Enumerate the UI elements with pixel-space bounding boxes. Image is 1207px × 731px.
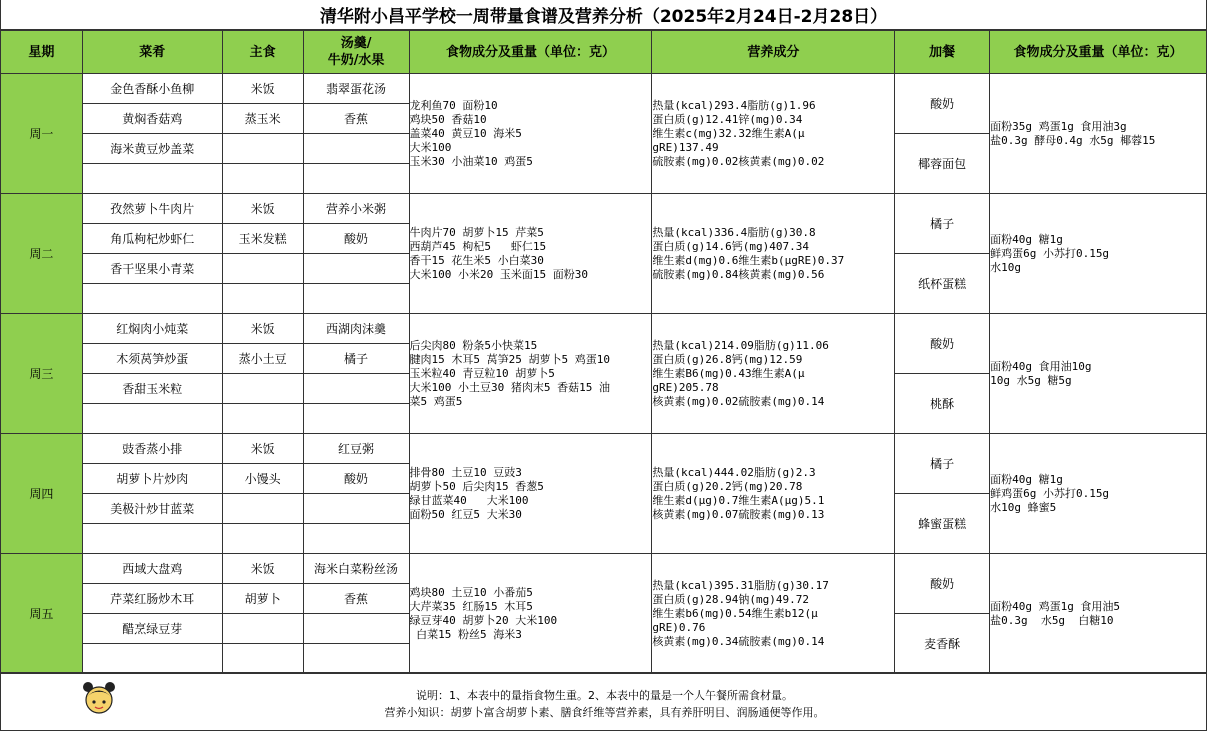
dish-cell: 香干坚果小青菜 (82, 254, 222, 284)
header-day: 星期 (1, 31, 83, 74)
nutrition-cell (652, 314, 895, 434)
header-row (1, 31, 1207, 74)
dish-cell (82, 164, 222, 194)
table-row (1, 74, 1207, 104)
dish-cell: 角瓜枸杞炒虾仁 (82, 224, 222, 254)
snack-cell: 橘子 (895, 434, 990, 494)
staple-cell (222, 164, 303, 194)
staple-cell: 米饭 (222, 554, 303, 584)
header-nutrition: 营养成分 (652, 31, 895, 74)
nutrition-text: 热量(kcal)336.4脂肪(g)30.8 蛋白质(g)14.6钙(mg)407.34 维生素d(mg)0.6维生素b(μgRE)0.37 硫胺素(mg)0.84核黄素(mg)0.56 (652, 225, 845, 281)
snack-ingredients-text: 面粉40g 糖1g 鲜鸡蛋6g 小苏打0.15g 水10g (990, 232, 1110, 274)
soup-cell (303, 374, 409, 404)
staple-cell (222, 284, 303, 314)
dish-cell: 香甜玉米粒 (82, 374, 222, 404)
girl-face-icon (82, 679, 116, 715)
soup-cell (303, 404, 409, 434)
snack-cell: 酸奶 (895, 74, 990, 134)
footer-note-1: 说明：1、本表中的量指食物生重。2、本表中的量是一个人午餐所需食材量。 (416, 689, 793, 702)
header-staple: 主食 (222, 31, 303, 74)
nutrition-cell (652, 74, 895, 194)
dish-cell: 黄焖香菇鸡 (82, 104, 222, 134)
soup-cell: 香蕉 (303, 104, 409, 134)
ingredients-text: 排骨80 土豆10 豆豉3 胡萝卜50 后尖肉15 香葱5 绿甘蓝菜40 大米100 面粉50 红豆5 大米30 (409, 465, 544, 521)
snack-cell: 桃酥 (895, 374, 990, 434)
dish-cell: 木须莴笋炒蛋 (82, 344, 222, 374)
day-label: 周四 (1, 434, 83, 554)
nutrition-cell (652, 434, 895, 554)
staple-cell: 米饭 (222, 314, 303, 344)
header-soup-line2: 牛奶/水果 (327, 53, 385, 68)
nutrition-text: 热量(kcal)395.31脂肪(g)30.17 蛋白质(g)28.94钠(mg)49.72 维生素b6(mg)0.54维生素b12(μ gRE)0.76 核黄素(mg)0.34硫胺素(mg)0.14 (652, 578, 829, 648)
soup-cell: 红豆粥 (303, 434, 409, 464)
snack-ingredients-text: 面粉40g 食用油10g 10g 水5g 糖5g (990, 359, 1092, 387)
dish-cell (82, 284, 222, 314)
footer-notes (0, 672, 1207, 731)
dish-cell: 红焖肉小炖菜 (82, 314, 222, 344)
header-soup-line1: 汤羹/ (340, 36, 372, 51)
nutrition-cell (652, 194, 895, 314)
dish-cell: 芹菜红肠炒木耳 (82, 584, 222, 614)
staple-cell (222, 524, 303, 554)
menu-body (1, 74, 1207, 674)
soup-cell (303, 134, 409, 164)
nutrition-text: 热量(kcal)214.09脂肪(g)11.06 蛋白质(g)26.8钙(mg)12.59 维生素B6(mg)0.43维生素A(μ gRE)205.78 核黄素(mg)0.02硫胺素(mg)0.14 (652, 338, 829, 408)
day-label: 周一 (1, 74, 83, 194)
ingredients-cell (409, 194, 652, 314)
footer-note-2: 营养小知识：胡萝卜富含胡萝卜素、膳食纤维等营养素，具有养肝明目、润肠通便等作用。 (384, 706, 825, 719)
nutrition-text: 热量(kcal)444.02脂肪(g)2.3 蛋白质(g)20.2钙(mg)20.78 维生素d(μg)0.7维生素A(μg)5.1 核黄素(mg)0.07硫胺素(mg)0.13 (652, 465, 825, 521)
snack-ingredients-cell (990, 314, 1207, 434)
ingredients-text: 龙利鱼70 面粉10 鸡块50 香菇10 盖菜40 黄豆10 海米5 大米100 玉米30 小油菜10 鸡蛋5 (409, 98, 533, 168)
soup-cell (303, 164, 409, 194)
soup-cell (303, 524, 409, 554)
snack-cell: 橘子 (895, 194, 990, 254)
staple-cell: 蒸玉米 (222, 104, 303, 134)
dish-cell: 海米黄豆炒盖菜 (82, 134, 222, 164)
header-snack: 加餐 (895, 31, 990, 74)
day-label: 周二 (1, 194, 83, 314)
staple-cell (222, 644, 303, 674)
soup-cell: 西湖肉沫羹 (303, 314, 409, 344)
staple-cell (222, 374, 303, 404)
header-snack-ingredients: 食物成分及重量（单位：克） (990, 31, 1207, 74)
day-label: 周三 (1, 314, 83, 434)
dish-cell (82, 644, 222, 674)
dish-cell: 豉香蒸小排 (82, 434, 222, 464)
ingredients-text: 后尖肉80 粉条5小快菜15 腱肉15 木耳5 莴笋25 胡萝卜5 鸡蛋10 玉米粒40 青豆粒10 胡萝卜5 大米100 小土豆30 猪肉末5 香菇15 油 菜5 鸡蛋5 (409, 338, 611, 408)
table-row (1, 314, 1207, 344)
staple-cell: 玉米发糕 (222, 224, 303, 254)
nutrition-text: 热量(kcal)293.4脂肪(g)1.96 蛋白质(g)12.41锌(mg)0.34 维生素c(mg)32.32维生素A(μ gRE)137.49 硫胺素(mg)0.02核黄素(mg)0.02 (652, 98, 825, 168)
staple-cell (222, 134, 303, 164)
dish-cell (82, 524, 222, 554)
table-row (1, 434, 1207, 464)
ingredients-cell (409, 434, 652, 554)
soup-cell: 翡翠蛋花汤 (303, 74, 409, 104)
table-row (1, 194, 1207, 224)
soup-cell: 酸奶 (303, 464, 409, 494)
staple-cell: 米饭 (222, 194, 303, 224)
soup-cell (303, 254, 409, 284)
soup-cell: 香蕉 (303, 584, 409, 614)
menu-table (0, 30, 1207, 674)
snack-ingredients-cell (990, 74, 1207, 194)
snack-cell: 椰蓉面包 (895, 134, 990, 194)
dish-cell: 胡萝卜片炒肉 (82, 464, 222, 494)
table-row (1, 554, 1207, 584)
staple-cell (222, 494, 303, 524)
header-dish: 菜肴 (82, 31, 222, 74)
soup-cell (303, 284, 409, 314)
snack-ingredients-cell (990, 434, 1207, 554)
dish-cell: 西域大盘鸡 (82, 554, 222, 584)
staple-cell: 米饭 (222, 74, 303, 104)
snack-ingredients-cell (990, 554, 1207, 674)
staple-cell: 小馒头 (222, 464, 303, 494)
ingredients-cell (409, 74, 652, 194)
staple-cell: 米饭 (222, 434, 303, 464)
day-label: 周五 (1, 554, 83, 674)
soup-cell (303, 494, 409, 524)
soup-cell (303, 644, 409, 674)
snack-ingredients-text: 面粉35g 鸡蛋1g 食用油3g 盐0.3g 酵母0.4g 水5g 椰蓉15 (990, 119, 1156, 147)
dish-cell: 醋烹绿豆芽 (82, 614, 222, 644)
snack-cell: 酸奶 (895, 554, 990, 614)
dish-cell: 孜然萝卜牛肉片 (82, 194, 222, 224)
header-soup (303, 31, 409, 74)
soup-cell: 酸奶 (303, 224, 409, 254)
snack-cell: 酸奶 (895, 314, 990, 374)
ingredients-text: 牛肉片70 胡萝卜15 芹菜5 西葫芦45 枸杞5 虾仁15 香干15 花生米5 小白菜30 大米100 小米20 玉米面15 面粉30 (409, 225, 589, 281)
dish-cell (82, 404, 222, 434)
header-ingredients: 食物成分及重量（单位：克） (409, 31, 652, 74)
staple-cell: 蒸小土豆 (222, 344, 303, 374)
soup-cell: 营养小米粥 (303, 194, 409, 224)
snack-ingredients-text: 面粉40g 鸡蛋1g 食用油5 盐0.3g 水5g 白糖10 (990, 599, 1121, 627)
staple-cell (222, 404, 303, 434)
snack-cell: 纸杯蛋糕 (895, 254, 990, 314)
snack-cell: 蜂蜜蛋糕 (895, 494, 990, 554)
ingredients-text: 鸡块80 土豆10 小番茄5 大芹菜35 红肠15 木耳5 绿豆芽40 胡萝卜20 大米100 白菜15 粉丝5 海米3 (409, 585, 558, 641)
soup-cell: 橘子 (303, 344, 409, 374)
nutrition-cell (652, 554, 895, 674)
soup-cell (303, 614, 409, 644)
ingredients-cell (409, 314, 652, 434)
ingredients-cell (409, 554, 652, 674)
snack-ingredients-text: 面粉40g 糖1g 鲜鸡蛋6g 小苏打0.15g 水10g 蜂蜜5 (990, 472, 1110, 514)
soup-cell: 海米白菜粉丝汤 (303, 554, 409, 584)
staple-cell (222, 614, 303, 644)
dish-cell: 金色香酥小鱼柳 (82, 74, 222, 104)
page-title: 清华附小昌平学校一周带量食谱及营养分析（2025年2月24日-2月28日） (0, 0, 1207, 30)
staple-cell: 胡萝卜 (222, 584, 303, 614)
staple-cell (222, 254, 303, 284)
snack-ingredients-cell (990, 194, 1207, 314)
snack-cell: 麦香酥 (895, 614, 990, 674)
dish-cell: 美极汁炒甘蓝菜 (82, 494, 222, 524)
